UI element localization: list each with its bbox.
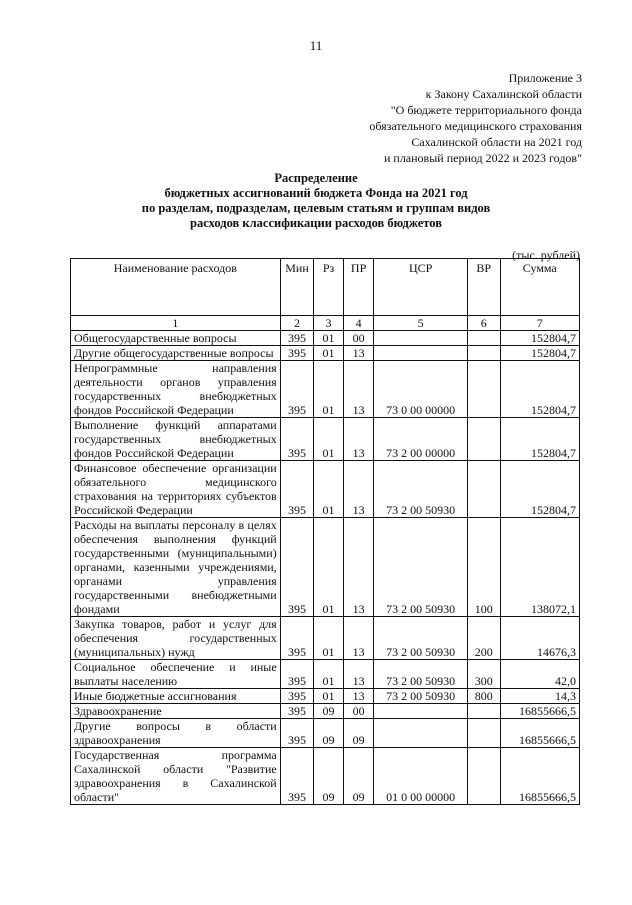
cell-min: 395 — [280, 418, 314, 461]
table-row — [71, 617, 580, 660]
table-row — [71, 689, 580, 704]
appendix-line: к Закону Сахалинской области — [425, 87, 582, 101]
cell-pr: 09 — [343, 719, 374, 748]
column-number: 4 — [343, 316, 374, 331]
table-row — [71, 518, 580, 617]
cell-vr: 200 — [467, 617, 500, 660]
page-number: 11 — [309, 38, 323, 53]
column-number: 1 — [71, 316, 281, 331]
appendix-line: "О бюджете территориального фонда — [390, 103, 582, 117]
cell-rz: 09 — [314, 748, 344, 805]
header-pr: ПР — [343, 259, 374, 316]
appendix-line: Приложение 3 — [508, 71, 582, 85]
title-line: расходов классификации расходов бюджетов — [190, 216, 442, 230]
table-row — [71, 748, 580, 805]
column-number: 2 — [280, 316, 314, 331]
cell-min: 395 — [280, 748, 314, 805]
cell-sum: 152804,7 — [500, 346, 579, 361]
cell-pr: 13 — [343, 660, 374, 689]
table-row — [71, 331, 580, 346]
cell-name: Финансовое обеспечение организации обязательного медицинского страхования на территориях субъектов Российской Федерации — [71, 461, 281, 518]
header-name: Наименование расходов — [71, 259, 281, 316]
cell-csr — [374, 346, 468, 361]
header-sum: Сумма — [500, 259, 579, 316]
cell-rz: 01 — [314, 660, 344, 689]
cell-sum: 16855666,5 — [500, 748, 579, 805]
cell-pr: 13 — [343, 461, 374, 518]
header-vr: ВР — [467, 259, 500, 316]
cell-pr: 13 — [343, 361, 374, 418]
cell-rz: 01 — [314, 331, 344, 346]
title-line: по разделам, подразделам, целевым статьям и группам видов — [141, 201, 491, 215]
cell-min: 395 — [280, 346, 314, 361]
cell-csr — [374, 719, 468, 748]
table-row — [71, 719, 580, 748]
cell-sum: 138072,1 — [500, 518, 579, 617]
cell-sum: 14676,3 — [500, 617, 579, 660]
cell-min: 395 — [280, 689, 314, 704]
table-row — [71, 660, 580, 689]
table-header-row — [71, 259, 580, 316]
cell-name: Непрограммные направления деятельности органов управления государственных внебюджетных фондов Российской Федерации — [71, 361, 281, 418]
cell-sum: 152804,7 — [500, 361, 579, 418]
cell-pr: 13 — [343, 346, 374, 361]
appendix-line: и плановый период 2022 и 2023 годов" — [383, 151, 582, 165]
cell-min: 395 — [280, 331, 314, 346]
document-title — [0, 171, 632, 231]
cell-min: 395 — [280, 719, 314, 748]
table-row — [71, 418, 580, 461]
cell-vr: 300 — [467, 660, 500, 689]
appendix-line: Сахалинской области на 2021 год — [411, 135, 582, 149]
cell-rz: 09 — [314, 704, 344, 719]
cell-vr — [467, 418, 500, 461]
cell-pr: 00 — [343, 704, 374, 719]
cell-vr — [467, 361, 500, 418]
cell-csr: 01 0 00 00000 — [374, 748, 468, 805]
cell-rz: 01 — [314, 689, 344, 704]
cell-pr: 13 — [343, 418, 374, 461]
cell-vr: 800 — [467, 689, 500, 704]
cell-pr: 00 — [343, 331, 374, 346]
cell-name: Здравоохранение — [71, 704, 281, 719]
cell-sum: 14,3 — [500, 689, 579, 704]
table-row — [71, 361, 580, 418]
cell-name: Иные бюджетные ассигнования — [71, 689, 281, 704]
cell-name: Государственная программа Сахалинской области "Развитие здравоохранения в Сахалинской области" — [71, 748, 281, 805]
appendix-line: обязательного медицинского страхования — [369, 119, 582, 133]
cell-vr — [467, 346, 500, 361]
table-row — [71, 704, 580, 719]
cell-vr: 100 — [467, 518, 500, 617]
column-number: 6 — [467, 316, 500, 331]
cell-csr: 73 2 00 50930 — [374, 461, 468, 518]
column-number: 5 — [374, 316, 468, 331]
cell-name: Социальное обеспечение и иные выплаты населению — [71, 660, 281, 689]
column-number: 7 — [500, 316, 579, 331]
cell-rz: 01 — [314, 617, 344, 660]
budget-table — [70, 258, 580, 805]
header-csr: ЦСР — [374, 259, 468, 316]
cell-csr — [374, 331, 468, 346]
cell-sum: 16855666,5 — [500, 704, 579, 719]
cell-sum: 152804,7 — [500, 331, 579, 346]
cell-rz: 01 — [314, 361, 344, 418]
title-line: Распределение — [274, 171, 358, 185]
cell-min: 395 — [280, 518, 314, 617]
cell-rz: 01 — [314, 346, 344, 361]
cell-vr — [467, 331, 500, 346]
cell-pr: 13 — [343, 689, 374, 704]
appendix-header — [282, 70, 582, 166]
header-rz: Рз — [314, 259, 344, 316]
cell-rz: 01 — [314, 461, 344, 518]
header-min: Мин — [280, 259, 314, 316]
cell-pr: 13 — [343, 617, 374, 660]
cell-csr: 73 2 00 50930 — [374, 689, 468, 704]
table-body — [71, 316, 580, 805]
cell-vr — [467, 719, 500, 748]
cell-min: 395 — [280, 461, 314, 518]
cell-name: Расходы на выплаты персоналу в целях обеспечения выполнения функций государственными (муниципальными) органами, казенными учреждениями, органами управления государственными внебюджетными фондами — [71, 518, 281, 617]
cell-csr — [374, 704, 468, 719]
table-row — [71, 461, 580, 518]
cell-min: 395 — [280, 617, 314, 660]
cell-csr: 73 2 00 50930 — [374, 660, 468, 689]
units-label: (тыс. рублей) — [512, 248, 580, 262]
cell-min: 395 — [280, 704, 314, 719]
cell-sum: 16855666,5 — [500, 719, 579, 748]
cell-sum: 152804,7 — [500, 461, 579, 518]
cell-rz: 01 — [314, 418, 344, 461]
cell-name: Другие вопросы в области здравоохранения — [71, 719, 281, 748]
cell-pr: 09 — [343, 748, 374, 805]
cell-name: Выполнение функций аппаратами государственных внебюджетных фондов Российской Федерации — [71, 418, 281, 461]
cell-pr: 13 — [343, 518, 374, 617]
cell-vr — [467, 461, 500, 518]
cell-csr: 73 2 00 50930 — [374, 617, 468, 660]
cell-csr: 73 2 00 50930 — [374, 518, 468, 617]
cell-sum: 152804,7 — [500, 418, 579, 461]
table-row — [71, 346, 580, 361]
cell-vr — [467, 748, 500, 805]
column-number-row — [71, 316, 580, 331]
cell-name: Закупка товаров, работ и услуг для обеспечения государственных (муниципальных) нужд — [71, 617, 281, 660]
cell-min: 395 — [280, 361, 314, 418]
cell-sum: 42,0 — [500, 660, 579, 689]
title-line: бюджетных ассигнований бюджета Фонда на 2021 год — [164, 186, 468, 200]
cell-name: Общегосударственные вопросы — [71, 331, 281, 346]
cell-min: 395 — [280, 660, 314, 689]
cell-csr: 73 0 00 00000 — [374, 361, 468, 418]
cell-rz: 09 — [314, 719, 344, 748]
cell-name: Другие общегосударственные вопросы — [71, 346, 281, 361]
cell-vr — [467, 704, 500, 719]
cell-csr: 73 2 00 00000 — [374, 418, 468, 461]
column-number: 3 — [314, 316, 344, 331]
cell-rz: 01 — [314, 518, 344, 617]
